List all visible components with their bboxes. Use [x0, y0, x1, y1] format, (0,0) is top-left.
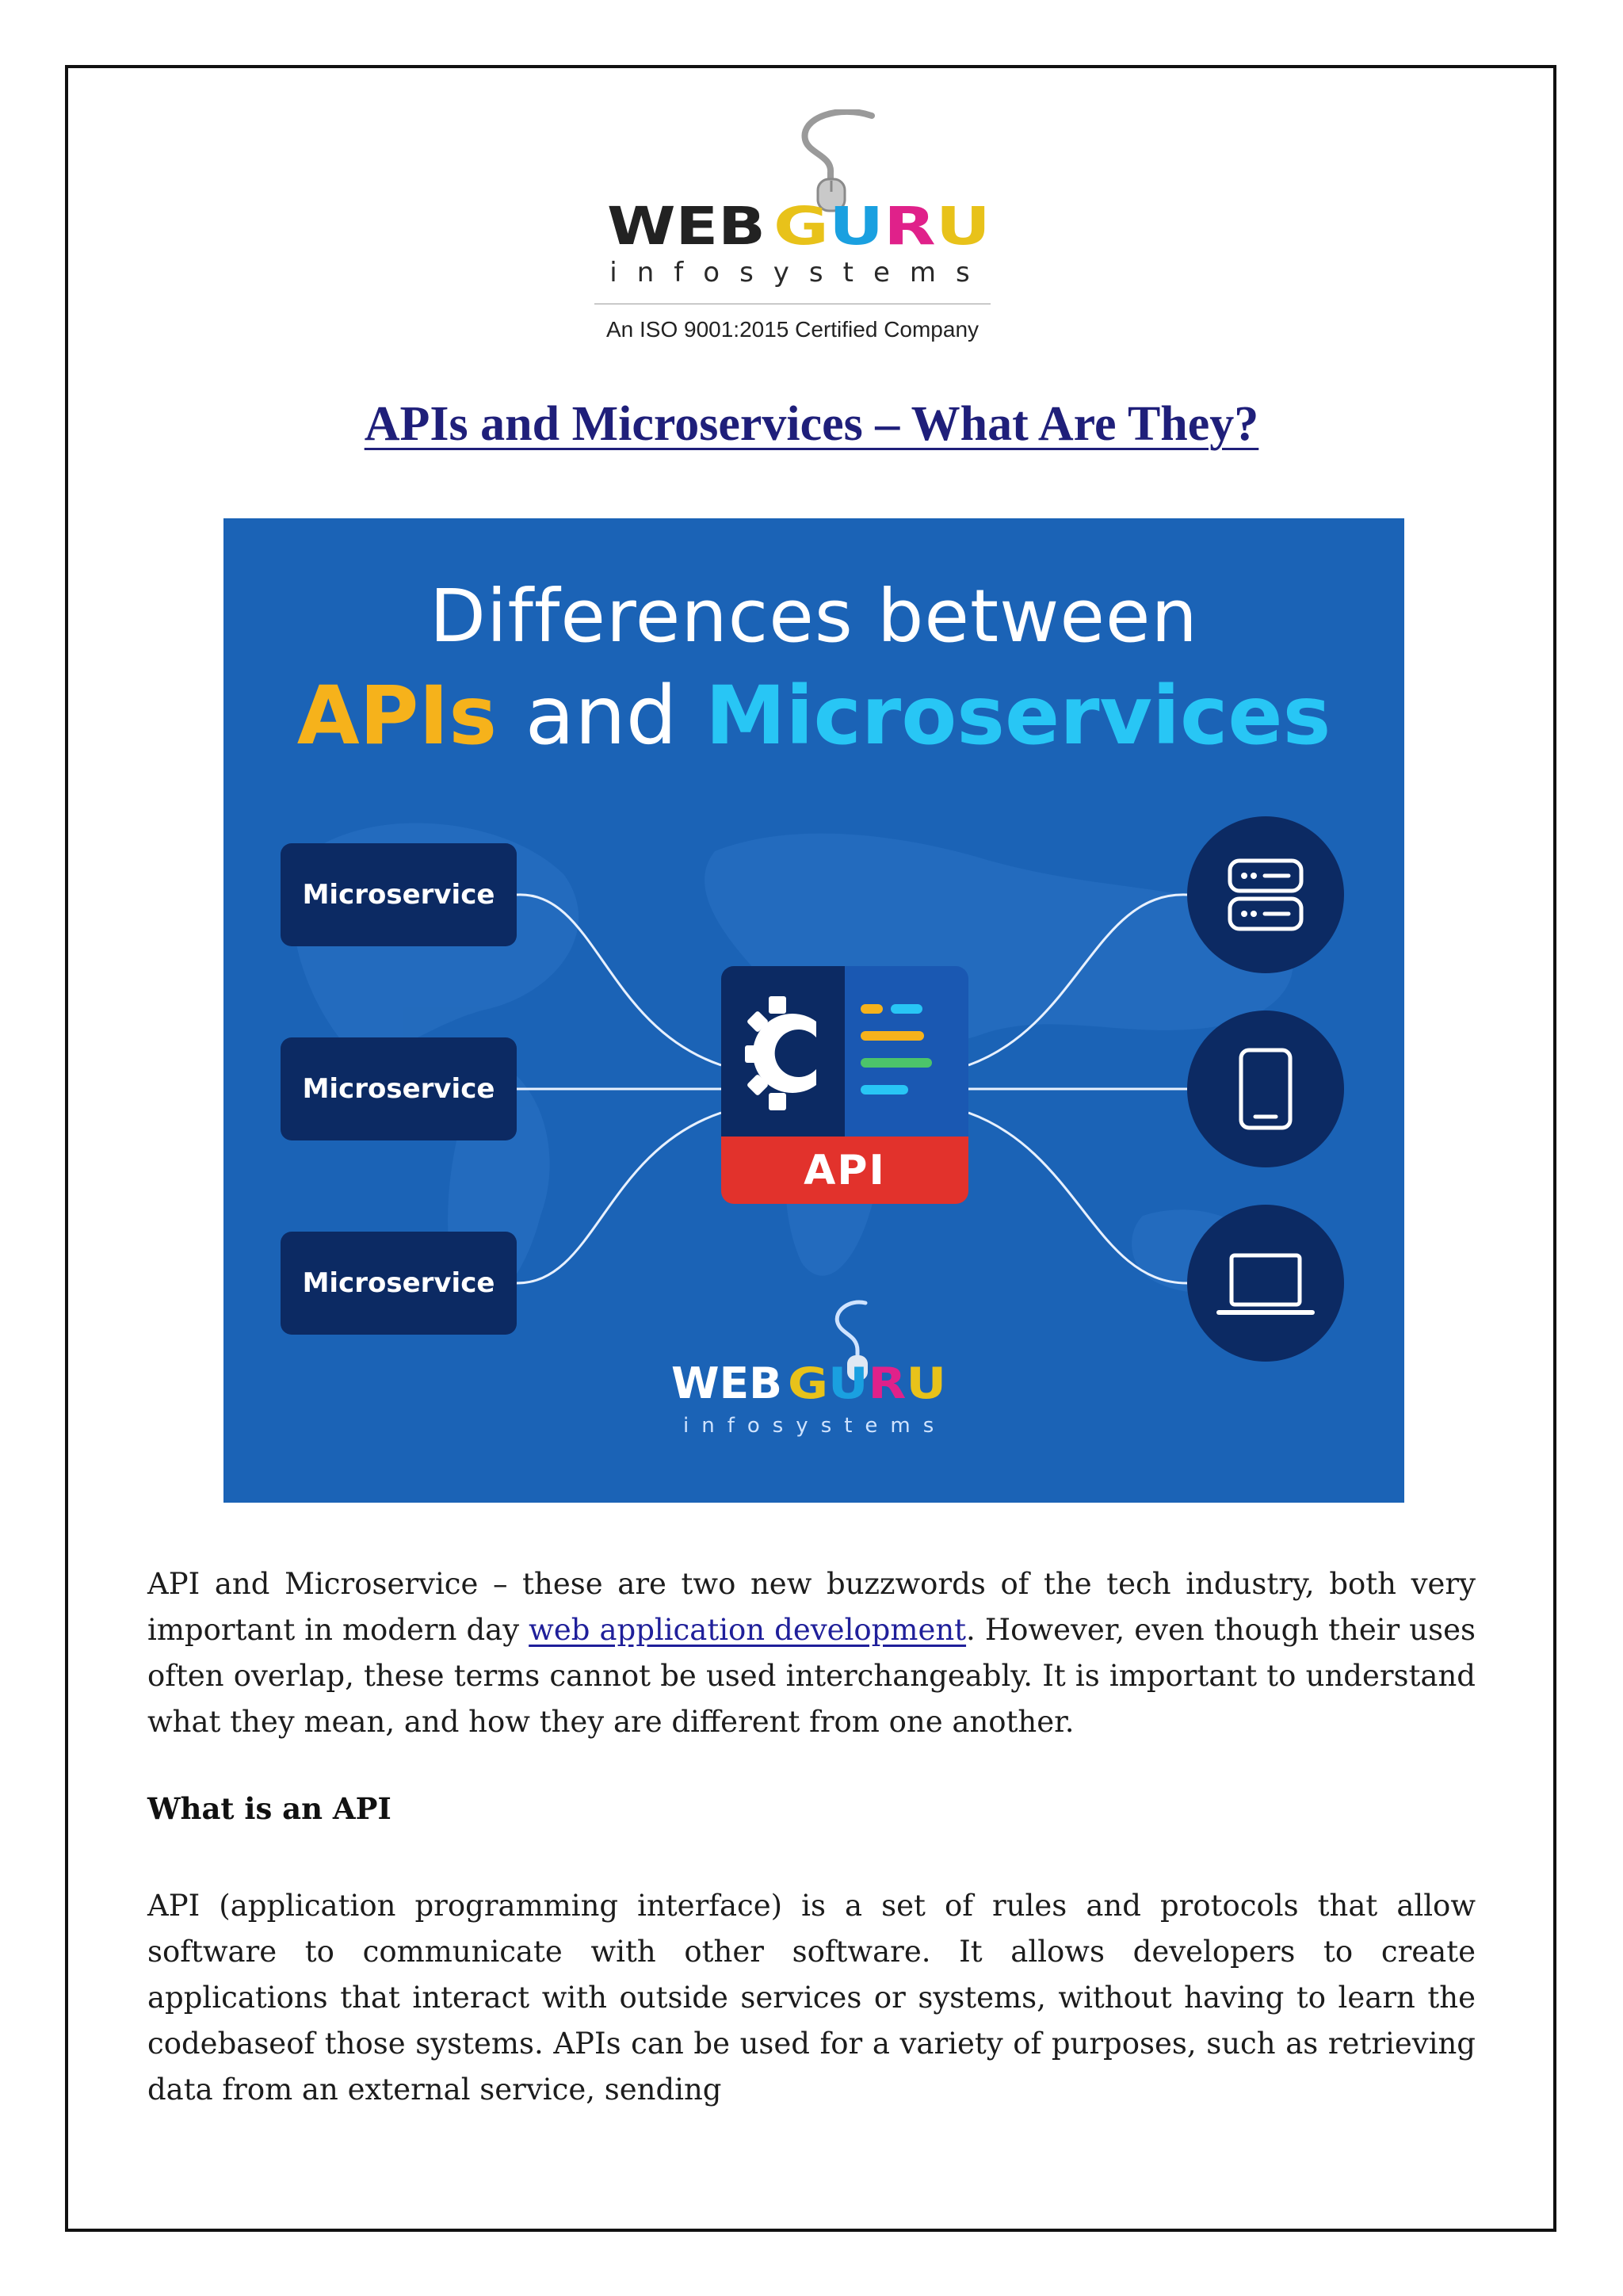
webguru-wordmark — [602, 198, 999, 254]
hero-apis-word: APIs — [296, 669, 498, 763]
hero-and-word: and — [525, 669, 678, 763]
hero-microservices-word: Microservices — [705, 669, 1331, 763]
microservice-box: Microservice — [281, 1037, 517, 1140]
intro-text-end: . However, even though their uses often overlap, these terms cannot be used interchangeably. It is important to understand what they mean, and how they are different from one another. — [147, 1613, 1476, 1739]
microservice-box: Microservice — [281, 843, 517, 946]
mouse-cable-icon — [785, 109, 880, 212]
api-card — [721, 966, 968, 1204]
section-heading: What is an API — [147, 1791, 391, 1826]
hero-heading-line2 — [223, 669, 1404, 763]
iso-certification: An ISO 9001:2015 Certified Company — [605, 317, 980, 342]
api-paragraph: API (application programming interface) is a set of rules and protocols that allow software to communicate with other software. It allows developers to create applications that interact with outside services or systems, without having to learn the codebaseof those systems. APIs can be used for a variety of purposes, such as retrieving data from an external service, sending — [147, 1889, 1476, 2107]
intro-text-start: API and Microservice – these are two new buzzwords of the tech industry, both very important in modern day — [147, 1567, 1476, 1647]
company-logo — [586, 109, 999, 355]
intro-paragraph — [147, 1561, 1476, 1745]
list-lines-icon — [845, 966, 968, 1137]
wordmark-guru: G U R U — [773, 198, 979, 254]
api-label: API — [721, 1137, 968, 1204]
hero-logo-subtitle: infosystems — [683, 1414, 947, 1438]
logo-subtitle: infosystems — [609, 257, 990, 288]
gear-icon — [721, 966, 845, 1137]
wordmark-web: WEB — [607, 198, 766, 254]
hero-heading-line1: Differences between — [430, 574, 1198, 659]
web-app-dev-link[interactable]: web application development — [529, 1613, 967, 1647]
hero-wordmark-guru: G U R U — [788, 1358, 941, 1408]
hero-wordmark-web: WEB — [671, 1358, 782, 1408]
tablet-icon — [1187, 1010, 1344, 1167]
laptop-icon — [1187, 1205, 1344, 1362]
server-icon — [1187, 816, 1344, 973]
page-title: APIs and Microservices – What Are They? — [364, 397, 1259, 451]
microservice-box: Microservice — [281, 1232, 517, 1335]
hero-image — [223, 518, 1404, 1503]
